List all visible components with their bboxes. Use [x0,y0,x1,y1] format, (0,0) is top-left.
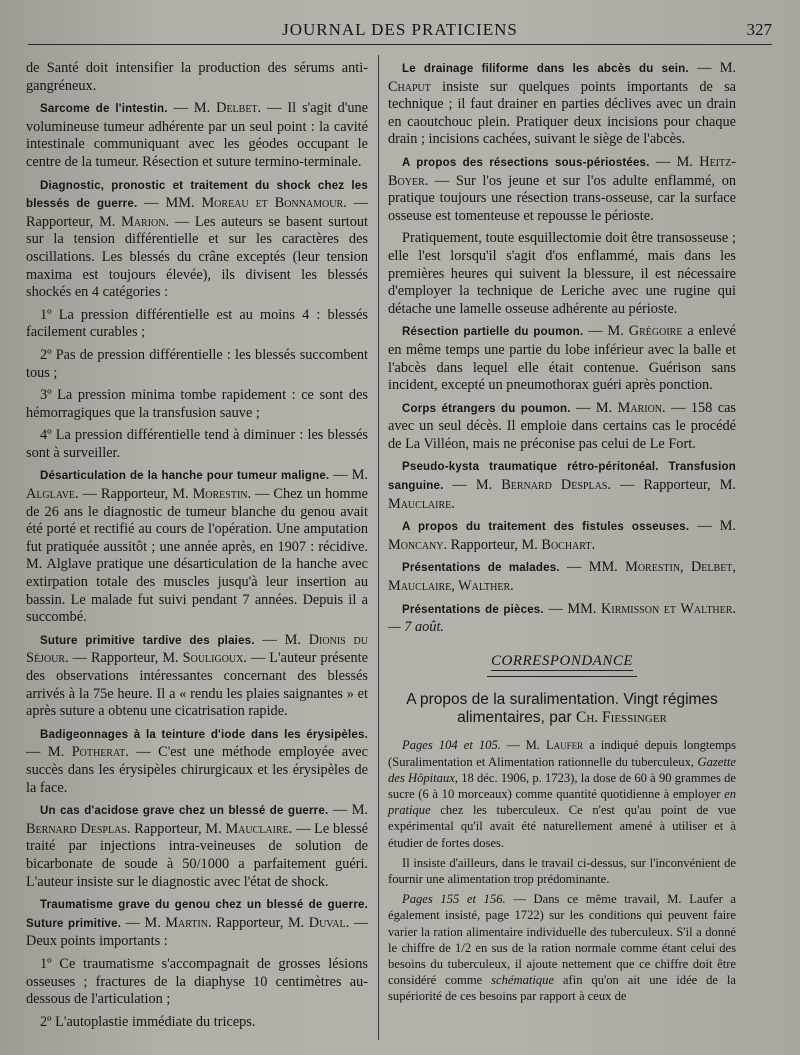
entry-desarticulation: Désarticulation de la hanche pour tumeur maligne. — M. Alglave. — Rapporteur, M. Morestin. — Chez un homme de 26 ans le diagnostic de tumeur blanche du genou avait été porté et rectifié au cours de l'opération. Une amputation fut pratiquée aussitôt ; une année après, en 1907 : récidive. M. Alglave pratique une désarticulation de la hanche avec extirpation totale des muscles jusqu'à leur insertion au bassin. Le malade fut suivi pendant 7 années. Depuis il a succombé. [26,467,368,626]
entry-shock: Diagnostic, pronostic et traitement du shock chez les blessés de guerre. — MM. Moreau et Bonnamour. — Rapporteur, M. Marion. — Les auteurs se basent surtout sur la tension différentielle et sur les caractères des oscillations. Les blessés du crâne exceptés (leur tension maxima est toujours élevée), ils divisent les blessés shockés en 4 catégories : [26,179,368,301]
paragraph: Pages 104 et 105. — M. Laufer a indiqué depuis longtemps (Suralimentation et Alimentation rationnelle du tuberculeux, Gazette des Hôpitaux, 18 déc. 1906, p. 1723), la dose de 60 à 90 grammes de sucre (6 à 10 morceaux) comme quantité quotidienne à employer en pratique chez les tuberculeux. Ce n'est qu'au point de vue expérimental qu'il avait été naturellement amené à utiliser et à étudier de fortes doses. [388,738,737,850]
list-item: 2º L'autoplastie immédiate du triceps. [40,1013,256,1030]
entry-genou: Traumatisme grave du genou chez un blessé de guerre. Suture primitive. — M. Martin. Rapporteur, M. Duval. — Deux points importants : [26,899,368,950]
paragraph: de Santé doit intensifier la production des sérums anti-gangréneux. [26,60,368,94]
column-divider [378,55,379,1040]
page-number: 327 [746,20,772,39]
entry-resections: A propos des résections sous-périostées. — M. Heitz-Boyer. — Sur l'os jeune et sur l'os adulte enflammé, on pratique toujours une résection trans-osseuse, car la surface osseuse est tomenteuse et repousse le périoste. [388,153,736,224]
right-column [388,60,736,1009]
entry-iode: Badigeonnages à la teinture d'iode dans les érysipèles. — M. Potherat. — C'est une méthode employée avec succès dans les érysipèles chirurgicaux et les érysipèles de la face. [26,728,368,796]
header-rule [28,44,772,45]
entry-poumon: Résection partielle du poumon. — M. Grégoire a enlevé en même temps une partie du lobe inférieur avec la balle et l'abcès dans lequel elle était contenue. Guérison sans incident, excepté un pneumothorax guéri après ponction. [388,323,736,394]
entry-fistules: A propos du traitement des fistules osseuses. — M. Moncany. Rapporteur, M. Bochart. [388,518,736,553]
entry-acidose: Un cas d'acidose grave chez un blessé de guerre. — M. Bernard Desplas. Rapporteur, M. Mauclaire. — Le blessé traité par injections intra-veineuses de solution de bicarbonate de soude à 50/1000 a parfaitement guéri. L'auteur insiste sur le diagnostic avec l'état de shock. [26,802,368,890]
paragraph: Il insiste d'ailleurs, dans le travail ci-dessus, sur l'inconvénient de fournir une alimentation trop prédominante. [388,855,736,887]
entry-sarcome: Sarcome de l'intestin. — M. Delbet. — Il s'agit d'une volumineuse tumeur adhérente par un seul point : la cavité intestinale communiquant avec les géodes occupant le centre de la tumeur. Résection et suture termino-terminale. [26,100,368,170]
entry-pseudo-kysta: Pseudo-kysta traumatique rétro-péritonéal. Transfusion sanguine. — M. Bernard Desplas. — Rapporteur, M. Mauclaire. [388,461,737,512]
list-item: 3º La pression minima tombe rapidement : ce sont des hémorragiques que la transfusion sauve ; [26,387,368,421]
section-heading: CORRESPONDANCE [491,652,633,669]
left-column [26,60,368,1036]
list-item: 1º La pression différentielle est au moins 4 : blessés facilement curables ; [26,306,368,341]
list-item: 4º La pression différentielle tend à diminuer : les blessés sont à surveiller. [26,427,368,461]
entry-pieces: Présentations de pièces. — MM. Kirmisson et Walther. — 7 août. [388,600,736,636]
journal-title: JOURNAL DES PRATICIENS [282,20,518,39]
entry-drainage: Le drainage filiforme dans les abcès du sein. — M. Chaput insiste sur quelques points importants de sa technique ; il faut drainer en parties déclives avec un drain en caoutchouc plein. Pratiquer deux incisions pour chaque drain ; incisions cachées, suivant le siège de l'abcès. [388,60,736,148]
article-title: A propos de la suralimentation. Vingt régimes alimentaires, par Ch. Fiessinger [406,691,718,727]
list-item: 2º Pas de pression différentielle : les blessés succombent tous ; [26,346,368,381]
running-header [28,18,772,46]
entry-malades: Présentations de malades. — MM. Morestin, Delbet, Mauclaire, Walther. [388,559,736,595]
entry-corps-etrangers: Corps étrangers du poumon. — M. Marion. — 158 cas avec un seul décès. Il emploie dans certains cas le procédé de La Villéon, mais ne préconise pas celui de Le Fort. [388,399,736,452]
list-item: 1º Ce traumatisme s'accompagnait de grosses lésions osseuses ; fractures de la diaphyse 10 centimètres au-dessous de l'articulation ; [26,955,368,1008]
section-rule [487,676,637,677]
paragraph: Pages 155 et 156. — Dans ce même travail, M. Laufer a également insisté, page 1722) sur les conditions qui peuvent faire varier la ration alimentaire individuelle des tuberculeux. S'il a donné le chiffre de 1/2 en sus de la ration normale comme étant celui des besoins du tuberculeux, il ajoute nettement que ce chiffre doit être considéré comme schématique afin qu'on ait une idée de la supériorité de ces besoins par rapport à ceux de [388,892,736,1004]
article-body [388,737,736,1004]
paragraph: Pratiquement, toute esquillectomie doit être transosseuse ; elle l'est lorsqu'il s'agit d'os enflammé, mais dans les premières heures qui suivent la blessure, il est nécessaire d'employer la technique de Leriche avec une rugine qui détache une lamelle osseuse adhérente au périoste. [388,230,736,317]
entry-suture: Suture primitive tardive des plaies. — M. Dionis du Séjour. — Rapporteur, M. Souligoux. — L'auteur présente des observations intéressantes concernant des blessés arrivés à la 75e heure. Il a « rendu les plaies saignantes » et après suture a obtenu une cicatrisation rapide. [26,631,368,720]
